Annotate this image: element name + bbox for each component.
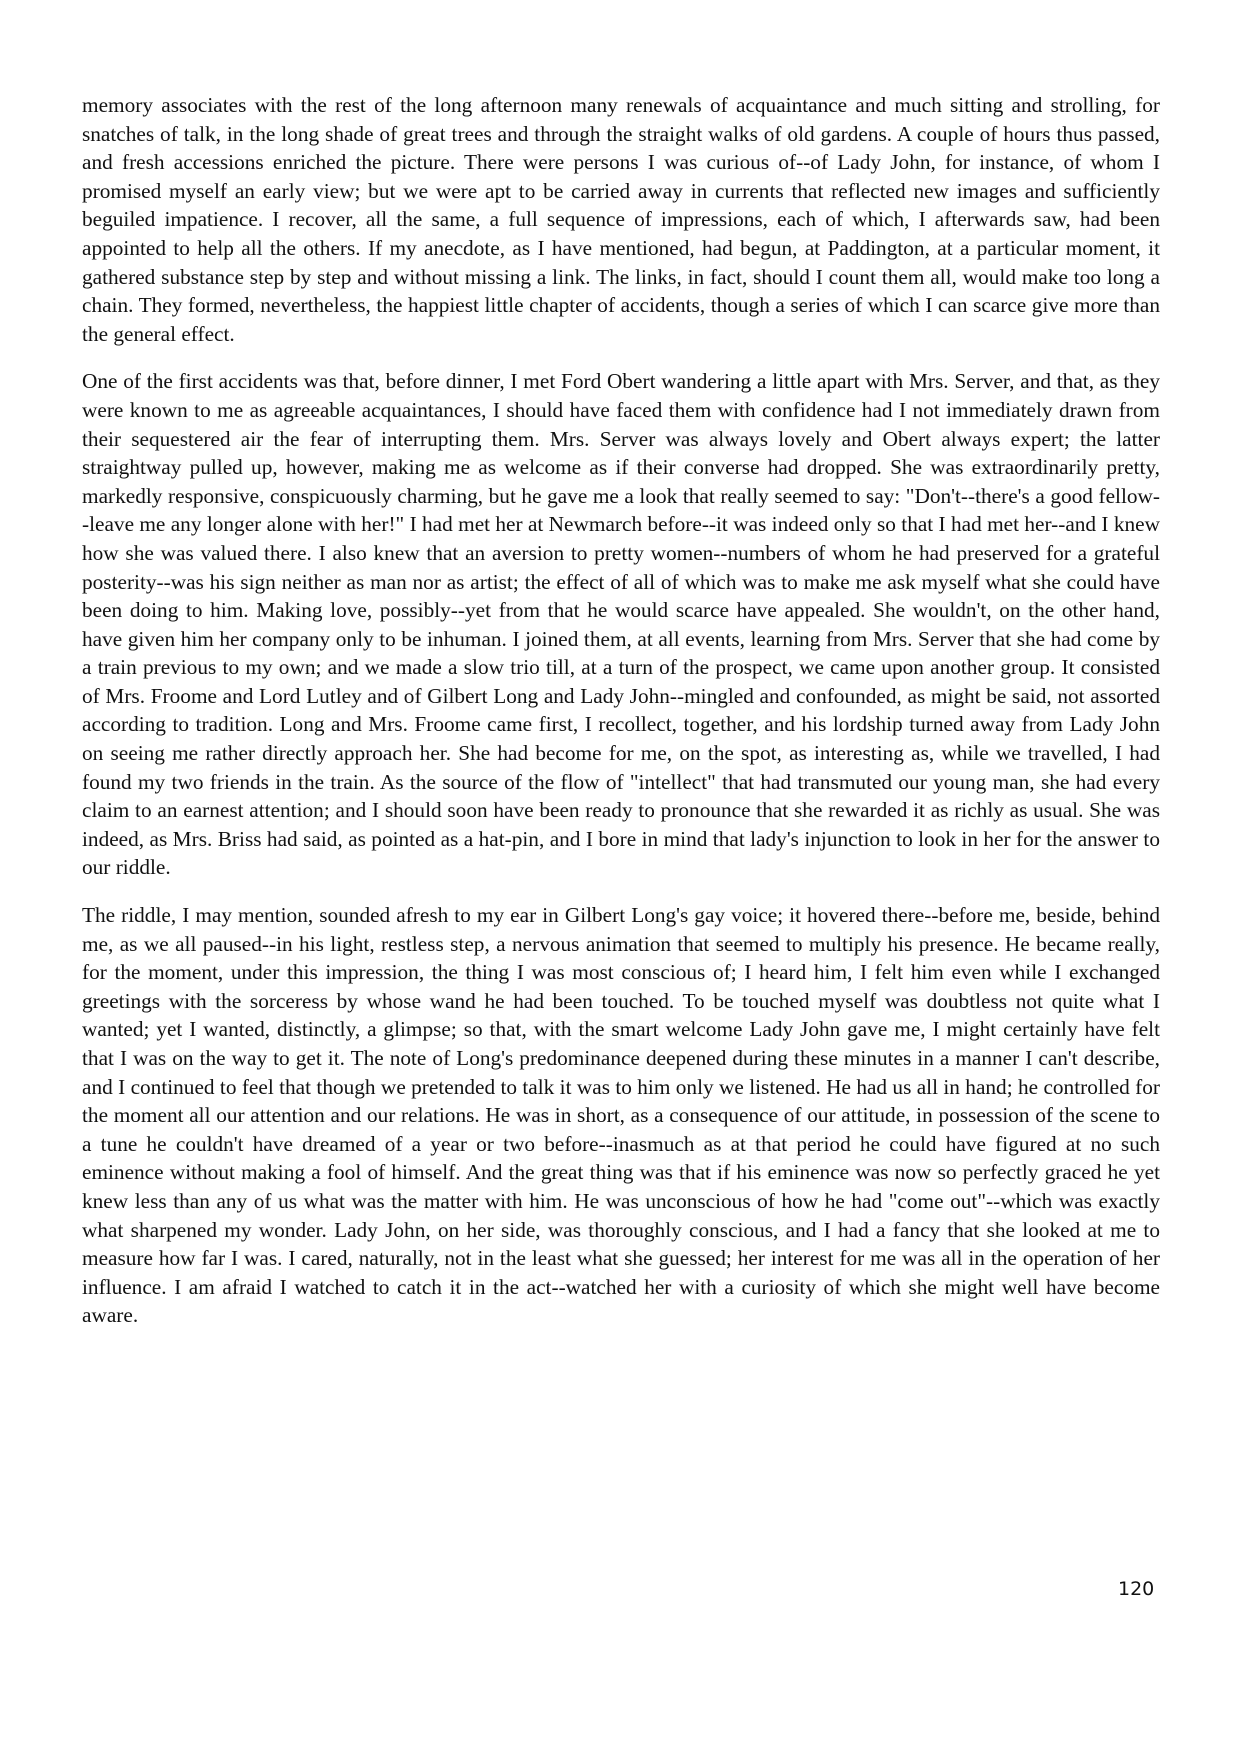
paragraph-3: The riddle, I may mention, sounded afresh to my ear in Gilbert Long's gay voice; it hovered there--before me, beside, behind me, as we all paused--in his light, restless step, a nervous animation that seemed to multiply his presence. He became really, for the moment, under this impression, the thing I was most conscious of; I heard him, I felt him even while I exchanged greetings with the sorceress by whose wand he had been touched. To be touched myself was doubtless not quite what I wanted; yet I wanted, distinctly, a glimpse; so that, with the smart welcome Lady John gave me, I might certainly have felt that I was on the way to get it. The note of Long's predominance deepened during these minutes in a manner I can't describe, and I continued to feel that though we pretended to talk it was to him only we listened. He had us all in hand; he controlled for the moment all our attention and our relations. He was in short, as a consequence of our attitude, in possession of the scene to a tune he couldn't have dreamed of a year or two before--inasmuch as at that period he could have figured at no such eminence without making a fool of himself. And the great thing was that if his eminence was now so perfectly graced he yet knew less than any of us what was the matter with him. He was unconscious of how he had "come out"--which was exactly what sharpened my wonder. Lady John, on her side, was thoroughly conscious, and I had a fancy that she looked at me to measure how far I was. I cared, naturally, not in the least what she guessed; her interest for me was all in the operation of her influence. I am afraid I watched to catch it in the act--watched her with a curiosity of which she might well have become aware. (82, 903, 1160, 1328)
page-number: 120 (1118, 1578, 1155, 1600)
paragraph-2: One of the first accidents was that, before dinner, I met Ford Obert wandering a little apart with Mrs. Server, and that, as they were known to me as agreeable acquaintances, I should have faced them with confidence had I not immediately drawn from their sequestered air the fear of interrupting them. Mrs. Server was always lovely and Obert always expert; the latter straightway pulled up, however, making me as welcome as if their converse had dropped. She was extraordinarily pretty, markedly responsive, conspicuously charming, but he gave me a look that really seemed to say: "Don't--there's a good fellow--leave me any longer alone with her!" I had met her at Newmarch before--it was indeed only so that I had met her--and I knew how she was valued there. I also knew that an aversion to pretty women--numbers of whom he had preserved for a grateful posterity--was his sign neither as man nor as artist; the effect of all of which was to make me ask myself what she could have been doing to him. Making love, possibly--yet from that he would scarce have appealed. She wouldn't, on the other hand, have given him her company only to be inhuman. I joined them, at all events, learning from Mrs. Server that she had come by a train previous to my own; and we made a slow trio till, at a turn of the prospect, we came upon another group. It consisted of Mrs. Froome and Lord Lutley and of Gilbert Long and Lady John--mingled and confounded, as might be said, not assorted according to tradition. Long and Mrs. Froome came first, I recollect, together, and his lordship turned away from Lady John on seeing me rather directly approach her. She had become for me, on the spot, as interesting as, while we travelled, I had found my two friends in the train. As the source of the flow of "intellect" that had transmuted our young man, she had every claim to an earnest attention; and I should soon have been ready to pronounce that she rewarded it as richly as usual. She was indeed, as Mrs. Briss had said, as pointed as a hat-pin, and I bore in mind that lady's injunction to look in her for the answer to our riddle. (82, 369, 1160, 880)
page-body (82, 91, 1160, 1349)
paragraph-1: memory associates with the rest of the long afternoon many renewals of acquaintance and much sitting and strolling, for snatches of talk, in the long shade of great trees and through the straight walks of old gardens. A couple of hours thus passed, and fresh accessions enriched the picture. There were persons I was curious of--of Lady John, for instance, of whom I promised myself an early view; but we were apt to be carried away in currents that reflected new images and sufficiently beguiled impatience. I recover, all the same, a full sequence of impressions, each of which, I afterwards saw, had been appointed to help all the others. If my anecdote, as I have mentioned, had begun, at Paddington, at a particular moment, it gathered substance step by step and without missing a link. The links, in fact, should I count them all, would make too long a chain. They formed, nevertheless, the happiest little chapter of accidents, though a series of which I can scarce give more than the general effect. (82, 93, 1160, 346)
